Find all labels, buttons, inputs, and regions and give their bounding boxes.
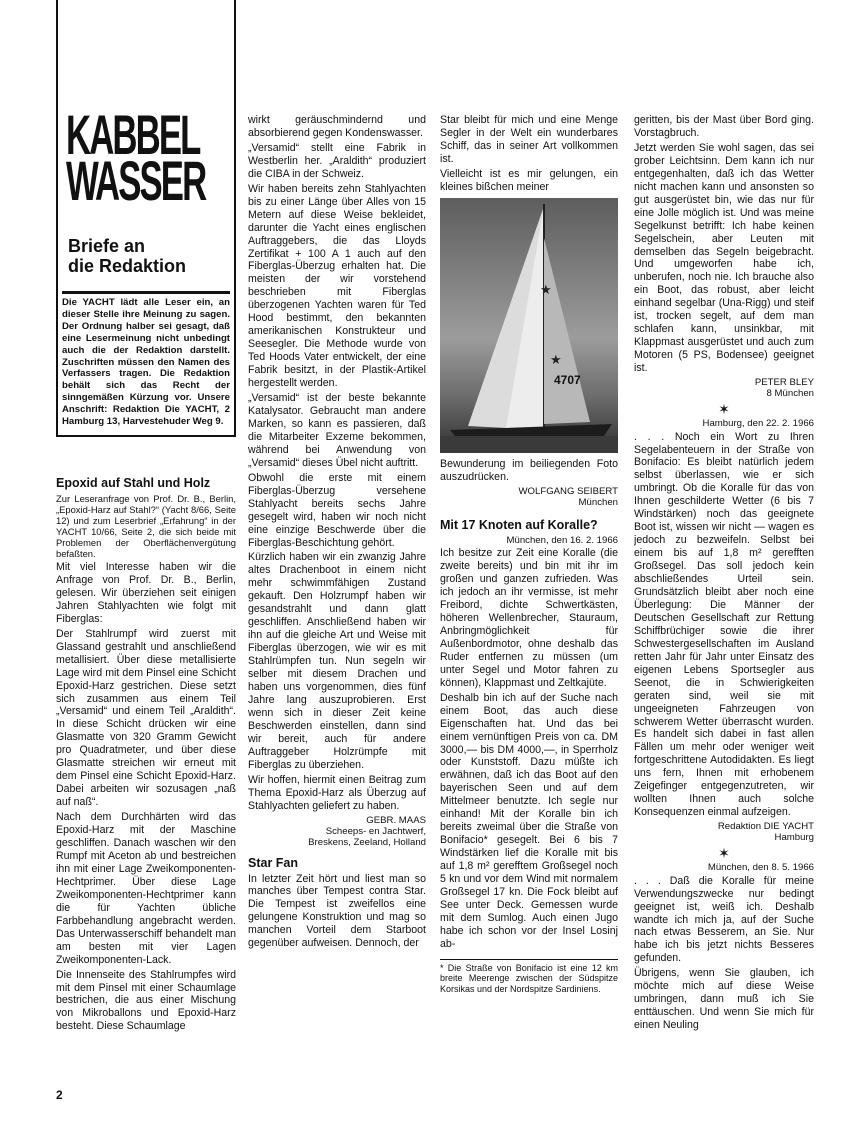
page-number: 2 [56,1088,63,1102]
paragraph: Wir haben bereits zehn Stahlyachten bis zu einer Länge über Alles von 15 Metern auf diese Weise bekleidet, darunter die Yacht eines englischen Auftraggebers, die das Lloyds Zertifikat + 100 A 1 auch auf den Fiberglas-Überzug erhalten hat. Die meisten der wir vorstehend beschrieben mit Fiberglas überzogenen Yachten waren für Ted Hood bestimmt, den bekannten amerikanischen Konstrukteur und Seesegler. Die Methode wurde von Ted Hoods Vater entwickelt, der eine Fabrik besitzt, in der Plastik-Artikel hergestellt werden. [248,182,426,390]
letter-lead: Zur Leseranfrage von Prof. Dr. B., Berlin, „Epoxid-Harz auf Stahl?“ (Yacht 8/66, Seite 12) und zum Leserbrief „Erfahrung“ in der YACHT 10/66, Seite 2, die sich beide mit Problemen der Oberflächenvergütung befaßten. [56,493,236,559]
paragraph: wirkt geräuschmindernd und absorbierend gegen Kondenswasser. [248,114,426,139]
paragraph: Kürzlich haben wir ein zwanzig Jahre altes Drachenboot in einem nicht mehr schwimmfähigen Zustand gekauft. Den Holzrumpf haben wir gesandstrahlt und dann glatt geschliffen. Anschließend haben wir ihn auf die gleiche Art und Weise mit Fiberglas überzogen, wie wir es mit Stahlrümpfen tun. Nun segeln wir selber mit diesem Drachen und haben uns vorgenommen, dies fünf Jahre lang auszuprobieren. Erst wenn sich in dieser Zeit keine Beschwerden einstellen, dann sind wir bereit, auch für andere Auftraggeber Holzrümpfe mit Fiberglas zu überziehen. [248,551,426,771]
paragraph: Star bleibt für mich und eine Menge Segler in der Welt ein wunderbares Schiff, das in seiner Art vollkommen ist. [440,114,618,165]
column-4 [634,114,814,1086]
masthead-title [66,103,206,212]
paragraph: Mit viel Interesse haben wir die Anfrage von Prof. Dr. B., Berlin, gelesen. Wir überziehen seit einigen Jahren Stahlyachten wie folgt mit Fiberglas: [56,561,236,625]
masthead-subtitle-line1: Briefe an [68,236,146,256]
signature-line: München [578,496,618,508]
paragraph: . . . Noch ein Wort zu Ihren Segelabenteuern in der Straße von Bonifacio: Es bleibt natürlich jedem selbst überlassen, wie er sich umbringt. Ob die Koralle für das von Ihnen geschilderte Wetter (6 bis 7 Windstärken) noch das geeignete Boot ist, wissen wir nicht — wagen es jedoch zu bezweifeln. Selbst bei einem bis auf 1,8 m² gerefften Großsegel. Das soll jedoch kein abschließendes Urteil sein. Grundsätzlich bleibt aber noch eine Überlegung: Die Männer der Deutschen Gesellschaft zur Rettung Schiffbrüchiger sowie die ihrer Schwestergesellschaften im Ausland retten Jahr für Jahr unter Einsatz des eigenen Lebens Sportsegler aus Seenot, die in Schwierigkeiten geraten sind, weil sie mit ungeeigneten Fahrzeugen von schwerem Wetter überrascht wurden. Es handelt sich dabei in fast allen Fällen um mehr oder weniger weit fortgeschrittene Autodidakten. Es liegt uns fern, Ihnen mit erhobenem Zeigefinger entgegenzutreten, wir wollten Ihnen auch solche Konsequenzen einmal aufzeigen. [634,430,814,819]
paragraph: In letzter Zeit hört und liest man so manches über Tempest contra Star. Die Tempest ist zweifellos eine gelungene Konstruktion und mag so manchen Vorteil dem Starboot gegenüber aufweisen. Dennoch, der [248,872,426,950]
paragraph: Ich besitze zur Zeit eine Koralle (die zweite bereits) und bin mit ihr im großen und ganzen zufrieden. Was ich jedoch an ihr vermisse, ist mehr Freibord, dichte Schwertkästen, höheren Wellenbrecher, Stauraum, Anbringmöglichkeit für Außenbordmotor, ohne deshalb das Ruder entfernen zu müssen (um unter Segel und Motor fahren zu können), Klappmast und Zeltkajüte. [440,547,618,689]
sail-number: 4707 [554,372,581,387]
signature-name: PETER BLEY [754,377,814,389]
column-2 [248,114,426,1086]
column-1 [56,474,236,1086]
masthead-subtitle [68,236,186,276]
paragraph: Obwohl die erste mit einem Fiberglas-Überzug versehene Stahlyacht bereits sechs Jahre gesegelt wird, haben wir noch nicht eine einzige Beschwerde über die Fiberglas-Beschichtung gehört. [248,471,426,549]
paragraph: Wir hoffen, hiermit einen Beitrag zum Thema Epoxid-Harz als Überzug auf Stahlyachten geliefert zu haben. [248,773,426,812]
signature-name: GEBR. MAAS [366,814,426,826]
signature [248,815,426,848]
signature-name: Redaktion DIE YACHT [717,821,814,833]
signature [634,377,814,399]
masthead-title-line2: WASSER [66,149,206,212]
editorial-notice: Die YACHT lädt alle Leser ein, an dieser Stelle ihre Meinung zu sagen. Der Ordnung halber sei gesagt, daß eine Lesermeinung nicht unbedingt auch die der Redaktion darstellt. Zuschriften müssen den Namen des Verfassers tragen. Die Redaktion behält sich das Recht der sinngemäßen Kürzung vor. Unsere Anschrift: Redaktion Die YACHT, 2 Hamburg 13, Harvestehuder Weg 9. [62,291,230,428]
sail-star-mark: ★ [540,281,552,297]
masthead-box [56,0,236,437]
signature [634,821,814,843]
letter-date: Hamburg, den 22. 2. 1966 [702,418,814,430]
paragraph: „Versamid“ ist der beste bekannte Katalysator. Gebraucht man andere Marken, so kann es passieren, daß die Mitarbeiter Exzeme bekommen, während bei Anwendung von „Versamid“ dieses Übel nicht auftritt. [248,392,426,469]
letter-date: München, den 8. 5. 1966 [707,862,814,874]
star-boat-photo [440,198,618,453]
masthead-title-line1: KABBEL [66,103,200,166]
letter-heading: Star Fan [248,855,299,870]
sailboat-illustration [440,198,618,453]
paragraph: Nach dem Durchhärten wird das Epoxid-Harz mit der Maschine geschliffen. Danach waschen wir den Rumpf mit Aceton ab und bestreichen ihn mit einer Lage Zweikomponenten-Hechtprimer. Über diese Lage Zweikomponenten-Hechtprimer kann die für Yachten übliche Farbbehandlung angebracht werden. Das Unterwasserschiff behandelt man am besten mit vier Lagen Zweikomponenten-Lack. [56,811,236,966]
letter-heading: Mit 17 Knoten auf Koralle? [440,517,598,532]
signature [440,486,618,508]
separator-star-icon: ✶ [718,401,730,418]
paragraph: Übrigens, wenn Sie glauben, ich möchte mich auf diese Weise umbringen, dann muß ich Sie enttäuschen. Und wenn Sie mich für einen Neuling [634,967,814,1032]
paragraph: Deshalb bin ich auf der Suche nach einem Boot, das auch diese Eigenschaften hat. Und das bei einem vernünftigen Preis von ca. DM 3000,— bis DM 4000,—, in Sperrholz oder Kunststoff. Dazu müßte ich erwähnen, daß ich das Boot auf den bayerischen Seen und auf dem Mittelmeer benutzte. Ich segle nur einhand! Mit der Koralle bin ich bereits zweimal über die Straße von Bonifacio* gesegelt. Bei 6 bis 7 Windstärken lief die Koralle mit bis auf 1,8 m² gerefftem Großsegel noch 5 kn und vor dem Wind mit normalem Großsegel 17 kn. Die Fock bleibt auf See unter Deck. Gemessen wurde mit dem Sumlog. Auch einen Jugo habe ich schon vor der Insel Losinj ab- [440,691,618,950]
paragraph: . . . Daß die Koralle für meine Verwendungszwecke nur bedingt geeignet ist, weiß ich. Deshalb wandte ich mich ja, auf der Suche nach etwas Besserem, an Sie. Nur habe ich bis jetzt nichts Besseres gefunden. [634,874,814,965]
photo-caption: Bewunderung im beiliegenden Foto auszudrücken. [440,457,618,483]
signature-line: Scheeps- en Jachtwerf, [325,825,426,837]
separator-star-icon: ✶ [718,845,730,862]
paragraph: Jetzt werden Sie wohl sagen, das sei grober Leichtsinn. Dem kann ich nur entgegenhalten, daß ich das Wetter nicht machen kann und ansonsten so gut ausgerüstet bin, wie das nur für eine Jolle möglich ist. Und was meine Segelkunst betrifft: Ich habe keinen Segelschein, aber Leuten mit demselben das Segeln beigebracht. Und umgeworfen habe ich, unberufen, noch nie. Ich brauche also ein Boot, das robust, aber leicht einhand segelbar (Una-Rigg) und steif ist, trocken segelt, auf dem man schlafen kann, unsinkbar, mit Klappmast ausgerüstet und auch zum Motoren (5 PS, Bodensee) geeignet ist. [634,141,814,375]
water [440,436,618,453]
jib [544,238,590,424]
masthead-subtitle-line2: die Redaktion [68,256,187,276]
signature-line: Hamburg [774,832,814,844]
column-3 [440,114,618,1086]
signature-line: 8 München [766,388,814,400]
signature-name: WOLFGANG SEIBERT [518,485,618,497]
paragraph: Die Innenseite des Stahlrumpfes wird mit dem Pinsel mit einer Schaumlage bestrichen, die aus einer Mischung von Mikroballons und Epoxid-Harz besteht. Diese Schaumlage [56,968,236,1033]
paragraph: „Versamid“ stellt eine Fabrik in Westberlin her. „Araldith“ produziert die CIBA in der Schweiz. [248,141,426,180]
paragraph: geritten, bis der Mast über Bord ging. Vorstagbruch. [634,114,814,139]
sail-star-mark: ★ [550,351,562,367]
footnote: * Die Straße von Bonifacio ist eine 12 km breite Meerenge zwischen der Südspitze Korsikas und der Nordspitze Sardiniens. [440,959,618,995]
letter-heading: Epoxid auf Stahl und Holz [56,476,211,490]
letter-date: München, den 16. 2. 1966 [506,534,618,546]
paragraph: Der Stahlrumpf wird zuerst mit Glassand gestrahlt und anschließend metallisiert. Über diese metallisierte Lage wird mit dem Pinsel eine Schicht Epoxid-Harz gestrichen. Diese setzt sich zusammen aus einem Teil „Versamid“ und einem Teil „Araldith“. In diese Schicht drücken wir eine Glasmatte von 320 Gramm Gewicht pro Quadratmeter, und über diese Glasmatte streichen wir erneut mit dem Pinsel eine Schicht Epoxid-Harz. Dabei arbeiten wir sozusagen „naß auf naß“. [56,627,236,809]
signature-line: Breskens, Zeeland, Holland [308,836,426,848]
paragraph: Vielleicht ist es mir gelungen, ein kleines bißchen meiner [440,167,618,193]
